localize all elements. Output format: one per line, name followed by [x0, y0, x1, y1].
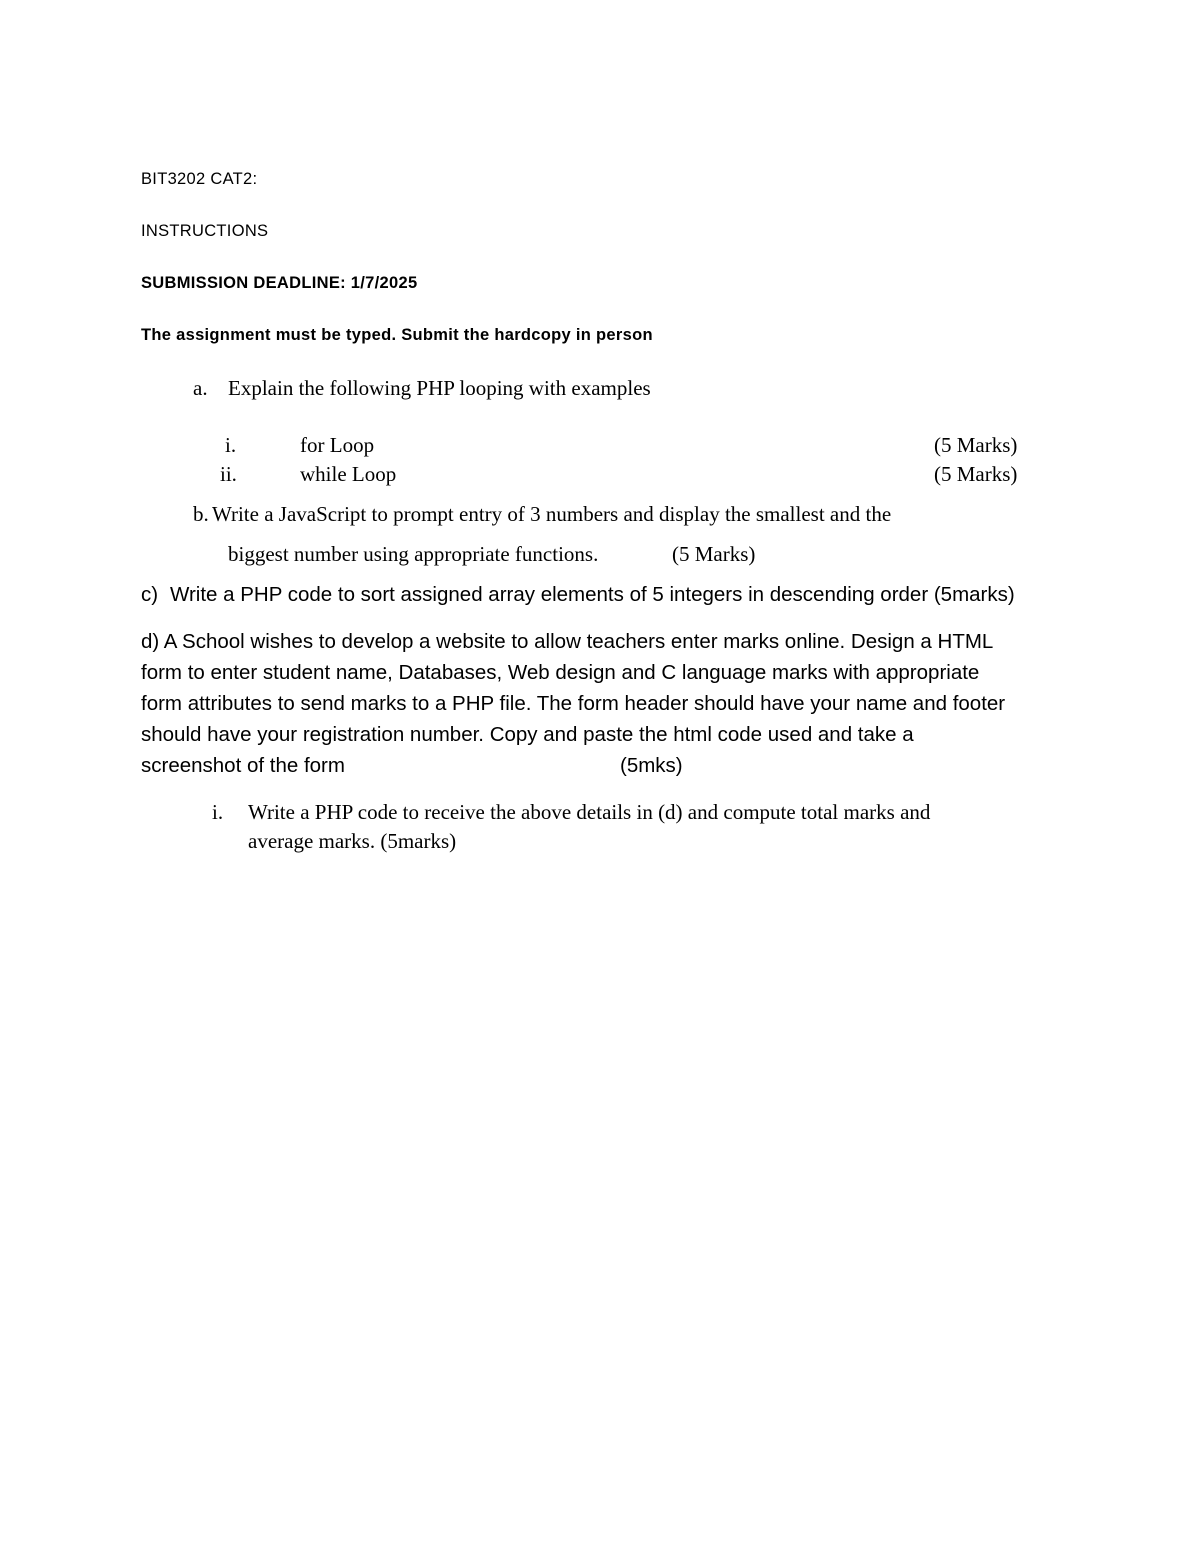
question-d-marks: (5mks)	[620, 754, 683, 777]
question-d-line: d) A School wishes to develop a website to allow teachers enter marks online. Design a HTML	[141, 630, 994, 653]
question-b-label: b.	[193, 502, 209, 526]
question-c-label: c)	[141, 583, 159, 606]
question-a-item-marks: (5 Marks)	[934, 462, 1018, 486]
question-c-text: Write a PHP code to sort assigned array elements of 5 integers in descending order (5marks)	[170, 583, 1015, 606]
instructions-heading: INSTRUCTIONS	[141, 222, 269, 240]
question-a-item-num: i.	[225, 433, 237, 457]
question-d-line: should have your registration number. Copy and paste the html code used and take a	[141, 723, 914, 746]
question-a-item-text: for Loop	[300, 433, 375, 457]
question-a-item-marks: (5 Marks)	[934, 433, 1018, 457]
question-a-text: Explain the following PHP looping with examples	[228, 376, 651, 400]
course-code: BIT3202 CAT2:	[141, 170, 258, 188]
question-d-sub-line1: Write a PHP code to receive the above details in (d) and compute total marks and	[248, 800, 931, 824]
question-d-last-line: screenshot of the form	[141, 754, 345, 777]
question-a-item-num: ii.	[220, 462, 237, 486]
question-d-line: form attributes to send marks to a PHP file. The form header should have your name and footer	[141, 692, 1006, 715]
question-d-sub-line2: average marks. (5marks)	[248, 829, 457, 853]
question-d-line: form to enter student name, Databases, Web design and C language marks with appropriate	[141, 661, 980, 684]
question-a-item-text: while Loop	[300, 462, 397, 486]
question-b-line2: biggest number using appropriate functions.	[228, 542, 599, 566]
question-d-paragraph	[141, 626, 1076, 750]
question-a-label: a.	[193, 376, 208, 400]
question-d-sub-num: i.	[212, 800, 224, 824]
question-b-line1: Write a JavaScript to prompt entry of 3 numbers and display the smallest and the	[212, 502, 892, 526]
question-b-marks: (5 Marks)	[672, 542, 756, 566]
submission-note: The assignment must be typed. Submit the hardcopy in person	[141, 326, 653, 344]
submission-deadline: SUBMISSION DEADLINE: 1/7/2025	[141, 274, 418, 292]
